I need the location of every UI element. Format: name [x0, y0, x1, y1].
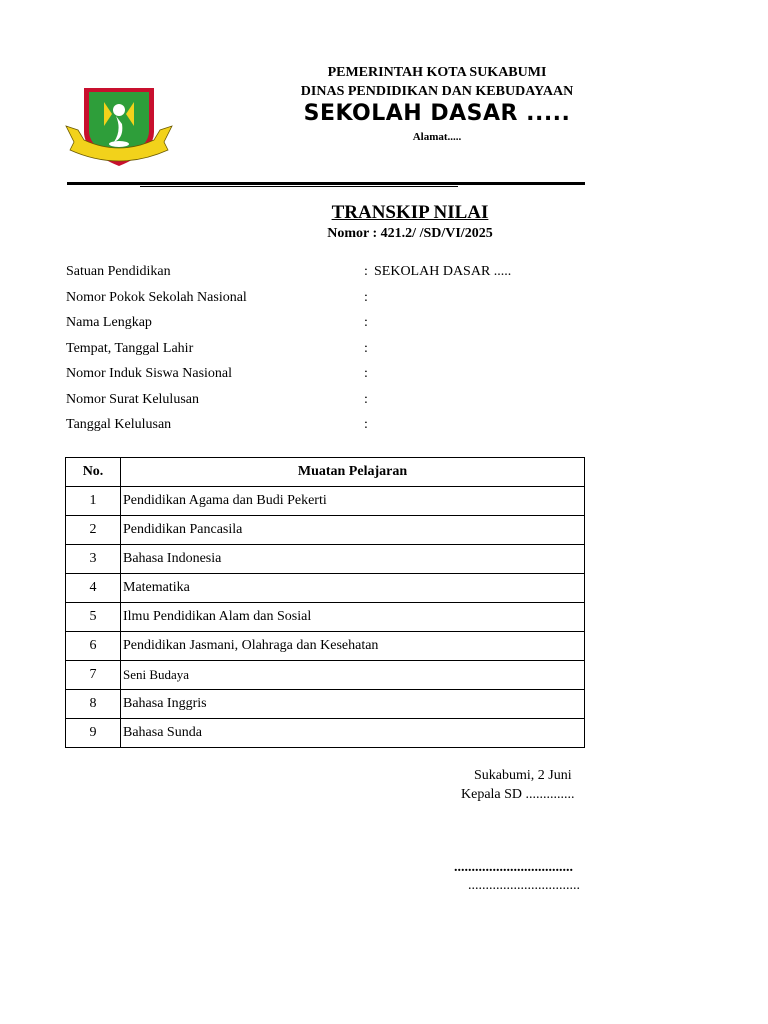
row-number: 9: [66, 719, 121, 748]
table-row: [66, 487, 585, 516]
table-header-row: [66, 458, 585, 487]
field-label-nama-lengkap: Nama Lengkap: [66, 315, 152, 330]
field-label-nisn: Nomor Induk Siswa Nasional: [66, 366, 233, 381]
row-number: 4: [66, 574, 121, 603]
city-emblem-logo: [64, 80, 174, 170]
row-number: 7: [66, 661, 121, 690]
table-row: [66, 690, 585, 719]
row-number: 2: [66, 516, 121, 545]
signature-nip: ................................: [468, 878, 580, 893]
header-divider: [67, 182, 585, 185]
field-separator: :: [364, 290, 368, 305]
table-row: [66, 516, 585, 545]
table-row: [66, 632, 585, 661]
field-label-npsn: Nomor Pokok Sekolah Nasional: [66, 290, 247, 305]
table-row: [66, 545, 585, 574]
field-separator: :: [364, 366, 368, 381]
field-label-nomor-surat: Nomor Surat Kelulusan: [66, 392, 199, 407]
table-row: [66, 719, 585, 748]
signature-position: Kepala SD ..............: [461, 787, 575, 802]
row-subject: Bahasa Inggris: [121, 690, 585, 719]
header-department: DINAS PENDIDIKAN DAN KEBUDAYAAN: [300, 84, 574, 99]
field-label-satuan-pendidikan: Satuan Pendidikan: [66, 264, 171, 279]
row-subject: Seni Budaya: [121, 661, 585, 690]
field-separator: :: [364, 264, 368, 279]
field-separator: :: [364, 341, 368, 356]
header-government: PEMERINTAH KOTA SUKABUMI: [327, 65, 547, 80]
signature-place-date: Sukabumi, 2 Juni: [474, 768, 572, 783]
row-subject: Bahasa Sunda: [121, 719, 585, 748]
table-row: [66, 574, 585, 603]
document-title: TRANSKIP NILAI: [331, 202, 489, 223]
column-header-no: No.: [66, 458, 121, 487]
column-header-subject: Muatan Pelajaran: [121, 458, 585, 487]
row-subject: Ilmu Pendidikan Alam dan Sosial: [121, 603, 585, 632]
header-school-name: SEKOLAH DASAR .....: [303, 101, 571, 126]
row-number: 8: [66, 690, 121, 719]
header-address: Alamat.....: [412, 131, 462, 143]
field-separator: :: [364, 392, 368, 407]
table-row: [66, 661, 585, 690]
field-separator: :: [364, 417, 368, 432]
row-subject: Bahasa Indonesia: [121, 545, 585, 574]
row-subject: Pendidikan Pancasila: [121, 516, 585, 545]
header-divider-thin: [140, 186, 458, 187]
signature-name: ..................................: [454, 860, 573, 875]
field-separator: :: [364, 315, 368, 330]
field-label-tanggal-kelulusan: Tanggal Kelulusan: [66, 417, 172, 432]
field-label-ttl: Tempat, Tanggal Lahir: [66, 341, 194, 356]
row-number: 1: [66, 487, 121, 516]
subjects-table: [65, 457, 585, 748]
field-value-satuan-pendidikan: SEKOLAH DASAR .....: [374, 264, 512, 279]
document-number: Nomor : 421.2/ /SD/VI/2025: [327, 226, 493, 241]
row-number: 3: [66, 545, 121, 574]
row-number: 5: [66, 603, 121, 632]
row-subject: Matematika: [121, 574, 585, 603]
row-number: 6: [66, 632, 121, 661]
row-subject: Pendidikan Jasmani, Olahraga dan Kesehatan: [121, 632, 585, 661]
table-row: [66, 603, 585, 632]
row-subject: Pendidikan Agama dan Budi Pekerti: [121, 487, 585, 516]
